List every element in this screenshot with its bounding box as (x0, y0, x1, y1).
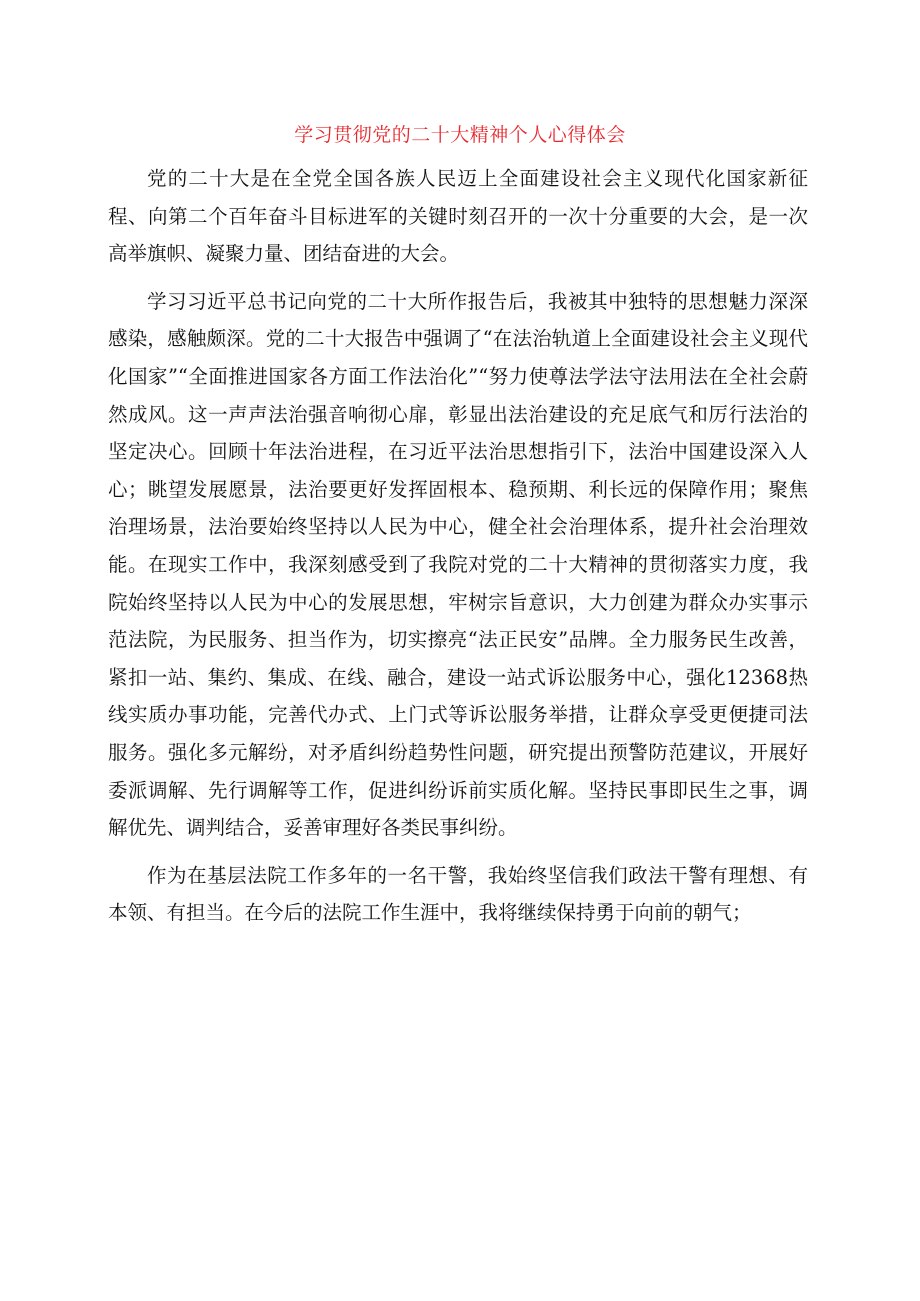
document-title: 学习贯彻党的二十大精神个人心得体会 (294, 124, 626, 146)
paragraph-1: 党的二十大是在全党全国各族人民迈上全面建设社会主义现代化国家新征程、向第二个百年奋斗目标进军的关键时刻召开的一次十分重要的大会，是一次高举旗帜、凝聚力量、团结奋进的大会。 (108, 167, 808, 266)
document-body (108, 160, 808, 942)
paragraph-3: 作为在基层法院工作多年的一名干警，我始终坚信我们政法干警有理想、有本领、有担当。在今后的法院工作生涯中，我将继续保持勇于向前的朝气； (108, 863, 808, 925)
paragraph-2: 学习习近平总书记向党的二十大所作报告后，我被其中独特的思想魅力深深感染，感触颇深。党的二十大报告中强调了“在法治轨道上全面建设社会主义现代化国家”“全面推进国家各方面工作法治化”“努力使尊法学法守法用法在全社会蔚然成风。这一声声法治强音响彻心扉，彰显出法治建设的充足底气和厉行法治的坚定决心。回顾十年法治进程，在习近平法治思想指引下，法治中国建设深入人心；眺望发展愿景，法治要更好发挥固根本、稳预期、利长远的保障作用；聚焦治理场景，法治要始终坚持以人民为中心，健全社会治理体系，提升社会治理效能。在现实工作中，我深刻感受到了我院对党的二十大精神的贯彻落实力度，我院始终坚持以人民为中心的发展思想，牢树宗旨意识，大力创建为群众办实事示范法院，为民服务、担当作为，切实擦亮“法正民安”品牌。全力服务民生改善，紧扣一站、集约、集成、在线、融合，建设一站式诉讼服务中心，强化12368热线实质办事功能，完善代办式、上门式等诉讼服务举措，让群众享受更便捷司法服务。强化多元解纷，对矛盾纠纷趋势性问题，研究提出预警防范建议，开展好委派调解、先行调解等工作，促进纠纷诉前实质化解。坚持民事即民生之事，调解优先、调判结合，妥善审理好各类民事纠纷。 (108, 289, 808, 840)
